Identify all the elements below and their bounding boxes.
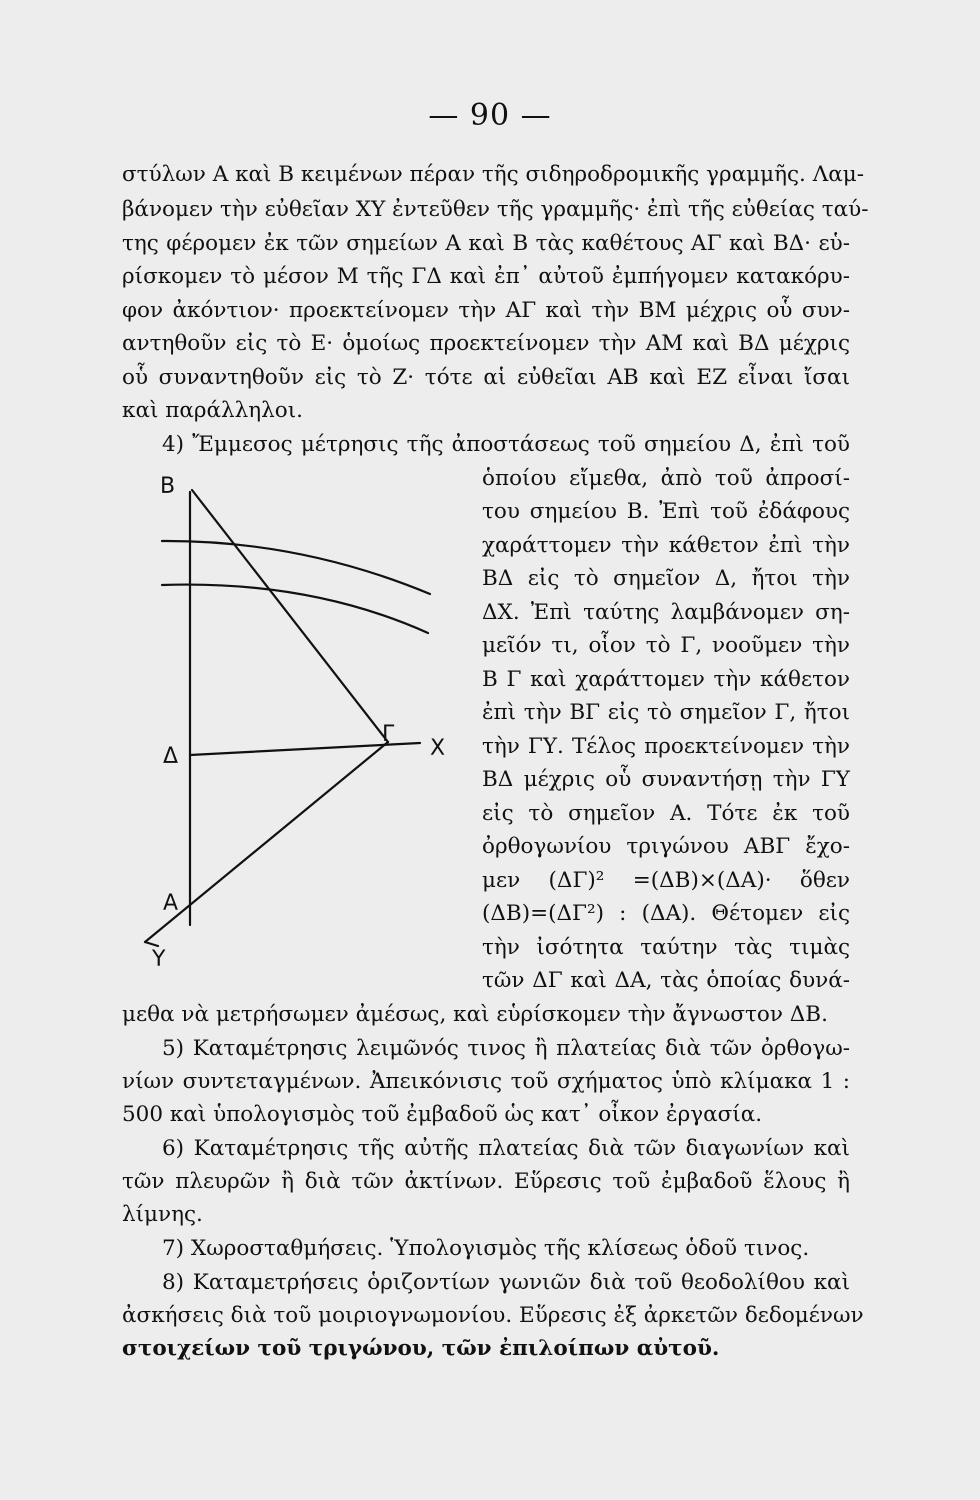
line-bg [192,490,388,742]
paragraph-line: της φέρομεν ἐκ τῶν σημείων Α καὶ Β τὰς καθέτους ΑΓ καὶ ΒΔ· εὑ- [122,231,850,256]
paragraph-line: στύλων Α καὶ Β κειμένων πέραν τῆς σιδηροδρομικῆς γραμμῆς. Λαμ- [122,162,864,187]
track-curve-lower [162,585,428,633]
item-5-heading: 5) Καταμέτρησις λειμῶνός τινος ἢ πλατείας διὰ τῶν ὀρθογω- [162,1036,850,1061]
item-6-heading: 6) Καταμέτρησις τῆς αὐτῆς πλατείας διὰ τῶν διαγωνίων καὶ [162,1136,850,1161]
item-6-line: λίμνης. [122,1202,203,1227]
tick-y [145,942,158,946]
label-d: Δ [163,744,179,769]
label-y: Υ [152,947,166,972]
item-4-line: ὁποίου εἴμεθα, ἀπὸ τοῦ ἀπροσί- [482,466,850,491]
item-4-line: (ΔΒ)=(ΔΓ²) : (ΔΑ). Θέτομεν εἰς [482,901,850,926]
page-number: — 90 — [428,98,552,133]
paragraph-line: οὗ συναντηθοῦν εἰς τὸ Ζ· τότε αἱ εὐθεῖαι ΑΒ καὶ ΕΖ εἶναι ἴσαι [122,365,850,390]
paragraph-line: ρίσκομεν τὸ μέσον Μ τῆς ΓΔ καὶ ἐπ᾿ αὐτοῦ ἐμπήγομεν κατακόρυ- [122,264,850,289]
item-4-line: τὴν ἰσότητα ταύτην τὰς τιμὰς [482,935,850,960]
item-6-line: τῶν πλευρῶν ἢ διὰ τῶν ἀκτίνων. Εὕρεσις τοῦ ἐμβαδοῦ ἕλους ἢ [122,1169,850,1194]
label-g: Γ [382,722,395,747]
item-8-line: ἀσκήσεις διὰ τοῦ μοιριογνωμονίου. Εὕρεσις ἐξ ἀρκετῶν δεδομένων [122,1303,864,1328]
item-4-line: τὴν ΓΥ. Τέλος προεκτείνομεν τὴν [482,734,850,759]
item-4-line: χαράττομεν τὴν κάθετον ἐπὶ τὴν [482,533,850,558]
track-curve-upper [162,541,430,594]
item-4-line: ΔΧ. Ἐπὶ ταύτης λαμβάνομεν ση- [482,600,850,625]
item-4-line: μεθα νὰ μετρήσωμεν ἀμέσως, καὶ εὑρίσκομεν τὴν ἄγνωστον ΔΒ. [122,1002,828,1027]
item-5-line: 500 καὶ ὑπολογισμὸς τοῦ ἐμβαδοῦ ὡς κατ᾿ οἶκον ἐργασία. [122,1102,763,1127]
item-4-heading: 4) Ἔμμεσος μέτρησις τῆς ἀποστάσεως τοῦ σημείου Δ, ἐπὶ τοῦ [162,432,850,457]
item-4-line: εἰς τὸ σημεῖον Α. Τότε ἐκ τοῦ [482,801,850,826]
label-x: Χ [430,736,446,761]
item-4-line: τῶν ΔΓ καὶ ΔΑ, τὰς ὁποίας δυνά- [482,968,850,993]
item-8-line: στοιχείων τοῦ τριγώνου, τῶν ἐπιλοίπων αὐτοῦ. [122,1336,720,1361]
line-gy [145,742,388,942]
item-4-line: ΒΔ μέχρις οὗ συναντήσῃ τὴν ΓΥ [482,767,850,792]
item-4-line: μεῖόν τι, οἷον τὸ Γ, νοοῦμεν τὴν [482,633,850,658]
item-4-line: ὀρθογωνίου τριγώνου ΑΒΓ ἔχο- [482,834,850,859]
item-4-line: Β Γ καὶ χαράττομεν τὴν κάθετον [482,667,850,692]
item-7-heading: 7) Χωροσταθμήσεις. Ὑπολογισμὸς τῆς κλίσεως ὁδοῦ τινος. [162,1236,810,1261]
label-b: Β [160,474,176,499]
item-4-line: μεν (ΔΓ)² =(ΔΒ)×(ΔΑ)· ὅθεν [482,868,850,893]
item-5-line: νίων συντεταγμένων. Ἀπεικόνισις τοῦ σχήματος ὑπὸ κλίμακα 1 : [122,1069,850,1094]
item-4-line: ἐπὶ τὴν ΒΓ εἰς τὸ σημεῖον Γ, ἤτοι [482,700,850,725]
paragraph-line: καὶ παράλληλοι. [122,398,303,423]
item-4-line: του σημείου Β. Ἐπὶ τοῦ ἐδάφους [482,499,850,524]
paragraph-line: φον ἀκόντιον· προεκτείνομεν τὴν ΑΓ καὶ τὴν ΒΜ μέχρις οὗ συν- [122,298,850,323]
label-a: Α [163,891,179,916]
item-8-heading: 8) Καταμετρήσεις ὁριζοντίων γωνιῶν διὰ τοῦ θεοδολίθου καὶ [162,1270,850,1295]
paragraph-line: βάνομεν τὴν εὐθεῖαν ΧΥ ἐντεῦθεν τῆς γραμμῆς· ἐπὶ τῆς εὐθείας ταύ- [122,197,869,222]
paragraph-line: αντηθοῦν εἰς τὸ Ε· ὁμοίως προεκτείνομεν τὴν ΑΜ καὶ ΒΔ μέχρις [122,331,850,356]
item-4-line: ΒΔ εἰς τὸ σημεῖον Δ, ἤτοι τὴν [482,566,850,591]
